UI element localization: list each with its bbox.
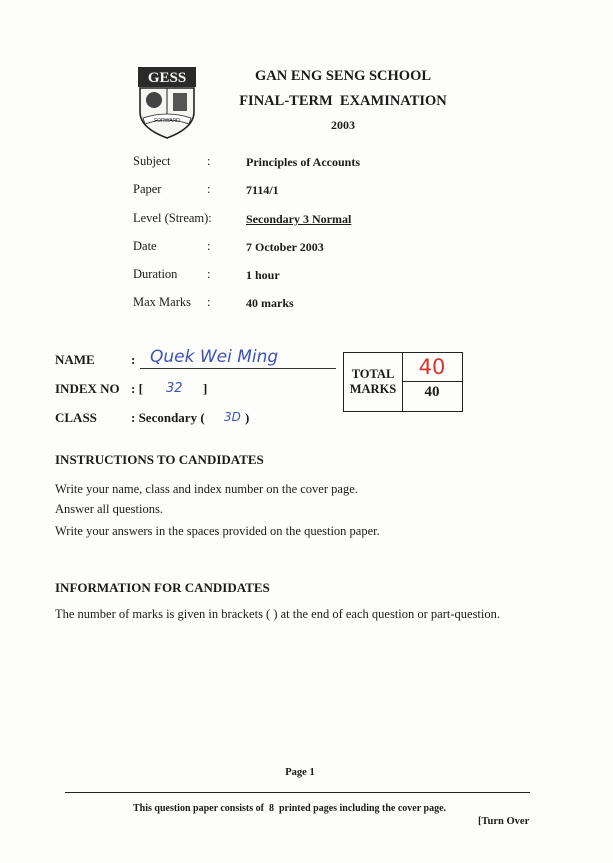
- class-close-paren: ): [245, 410, 250, 425]
- index-open-bracket: : [: [131, 381, 143, 396]
- duration-label: Duration: [133, 267, 178, 281]
- paper-colon: :: [207, 182, 211, 196]
- exam-year: 2003: [331, 118, 355, 132]
- max-marks-colon: :: [207, 295, 211, 309]
- information-text: The number of marks is given in brackets ( ) at the end of each question or part-question.: [55, 607, 501, 621]
- instruction-line: Write your answers in the spaces provided on the question paper.: [55, 524, 380, 538]
- subject-label: Subject: [133, 154, 171, 168]
- duration-value: 1 hour: [246, 268, 280, 282]
- duration-colon: :: [207, 267, 211, 281]
- name-handwritten: Quek Wei Ming: [150, 347, 279, 367]
- index-handwritten: 32: [166, 381, 183, 396]
- date-value: 7 October 2003: [246, 240, 324, 254]
- total-label: TOTAL: [351, 367, 395, 381]
- exam-title: FINAL-TERM EXAMINATION: [239, 93, 447, 109]
- paper-label: Paper: [133, 182, 162, 196]
- paper-value: 7114/1: [246, 183, 279, 197]
- name-label: NAME: [55, 352, 95, 367]
- instructions-heading: INSTRUCTIONS TO CANDIDATES: [55, 452, 264, 467]
- max-score: 40: [424, 384, 440, 400]
- instruction-line: Write your name, class and index number on the cover page.: [55, 482, 358, 496]
- class-prefix: : Secondary (: [131, 410, 205, 425]
- total-marks-box: [343, 352, 463, 412]
- turn-over-note: [Turn Over: [478, 816, 530, 827]
- index-close-bracket: ]: [203, 381, 208, 396]
- crest-motto: FORWARD: [154, 118, 180, 124]
- footer-rule: [65, 792, 530, 793]
- score-handwritten: 40: [418, 355, 446, 379]
- level-value: Secondary 3 Normal: [246, 212, 352, 226]
- crest-text: GESS: [147, 70, 187, 86]
- subject-colon: :: [207, 154, 211, 168]
- name-colon: :: [131, 352, 136, 367]
- information-heading: INFORMATION FOR CANDIDATES: [55, 580, 270, 595]
- school-crest-logo: [137, 66, 197, 140]
- page-number: Page 1: [285, 767, 315, 778]
- date-colon: :: [207, 239, 211, 253]
- level-label: Level (Stream):: [133, 211, 212, 225]
- class-label: CLASS: [55, 410, 97, 425]
- index-no-label: INDEX NO: [55, 381, 120, 396]
- max-marks-label: Max Marks: [133, 295, 191, 309]
- school-name: GAN ENG SENG SCHOOL: [254, 68, 432, 84]
- marks-label: MARKS: [349, 382, 397, 396]
- subject-value: Principles of Accounts: [246, 155, 360, 169]
- date-label: Date: [133, 239, 157, 253]
- class-handwritten: 3D: [224, 410, 241, 424]
- instruction-line: Answer all questions.: [55, 502, 163, 516]
- max-marks-value: 40 marks: [246, 296, 294, 310]
- name-underline: [140, 368, 336, 369]
- page-count-note: This question paper consists of 8 printed pages including the cover page.: [133, 803, 447, 814]
